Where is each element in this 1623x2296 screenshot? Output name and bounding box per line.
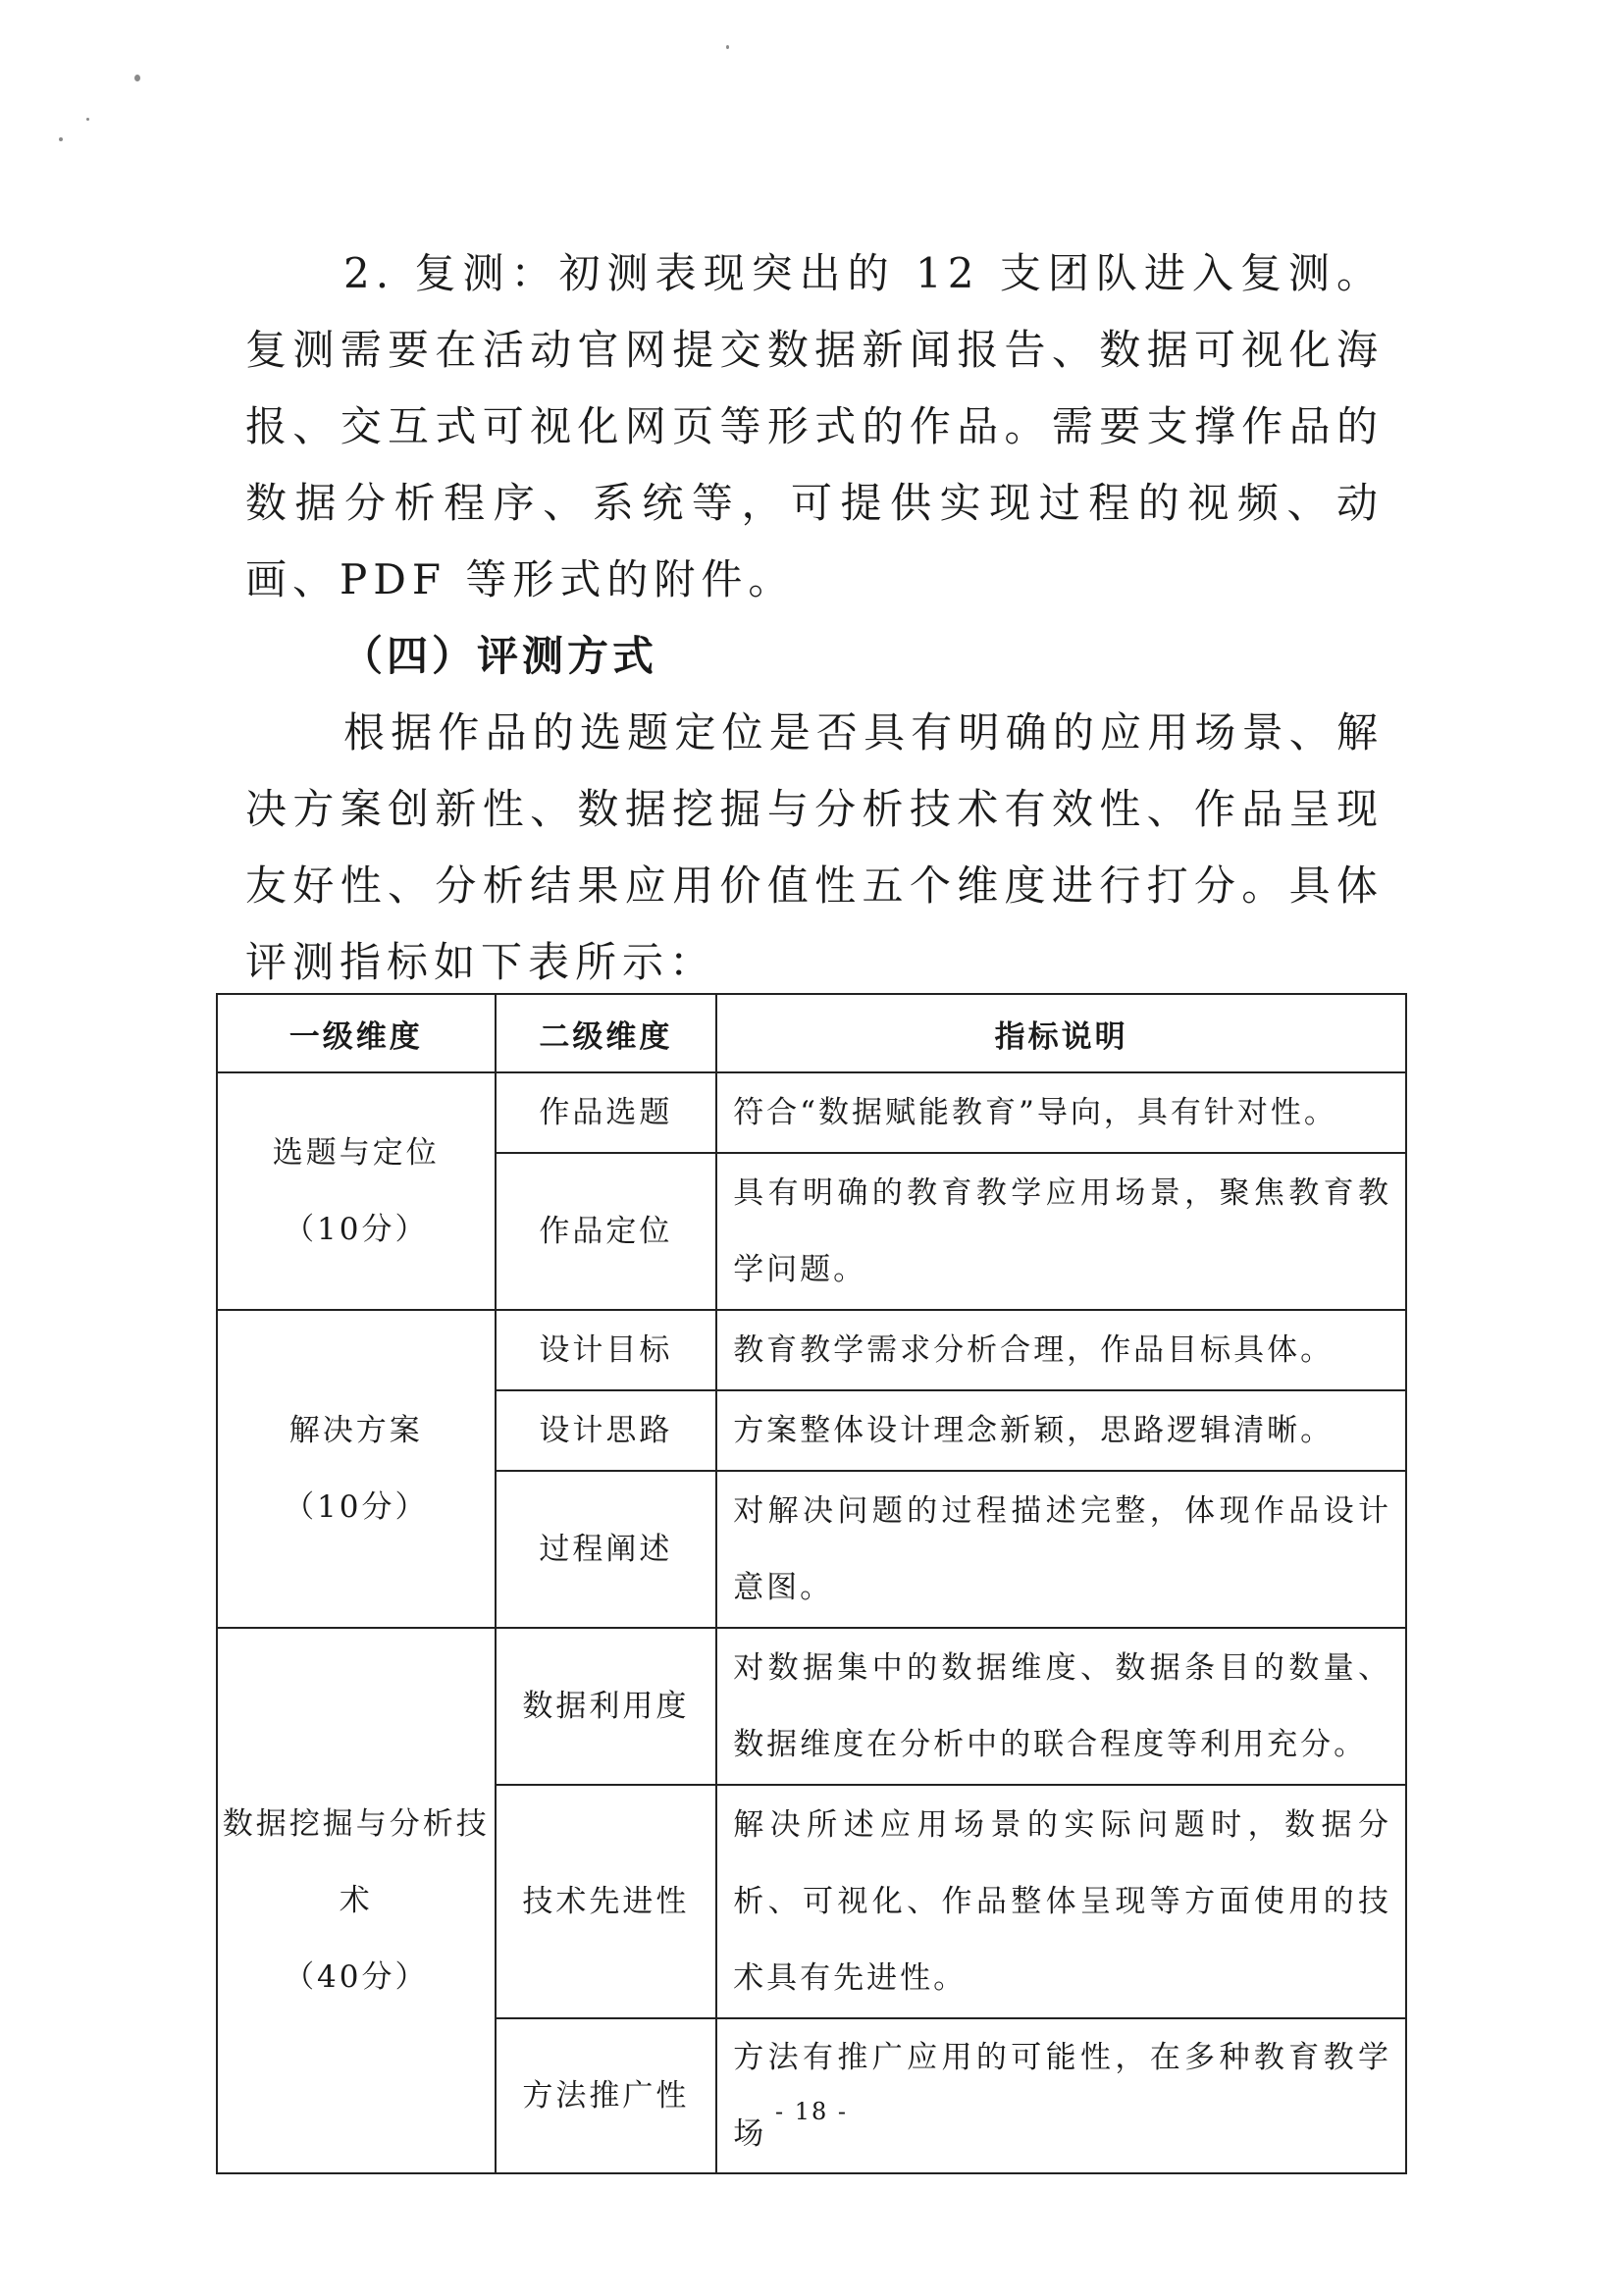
level-2-dimension-cell: 设计目标 (496, 1310, 717, 1390)
level-1-dimension-score: （10分） (284, 1489, 429, 1525)
table-row (217, 1072, 1406, 1153)
level-2-dimension-cell: 过程阐述 (496, 1471, 717, 1628)
indicator-description-cell: 教育教学需求分析合理，作品目标具体。 (716, 1310, 1406, 1390)
scan-speck (86, 118, 89, 121)
level-2-dimension-cell: 设计思路 (496, 1390, 717, 1471)
level-1-dimension-cell (217, 1310, 496, 1628)
scan-speck (134, 75, 140, 81)
section-heading-evaluation-method: （四）评测方式 (341, 632, 658, 680)
indicator-description-cell: 解决所述应用场景的实际问题时，数据分析、可视化、作品整体呈现等方面使用的技术具有先进性。 (716, 1785, 1406, 2018)
level-1-dimension-name: 解决方案 (288, 1413, 423, 1448)
indicator-description-cell: 对数据集中的数据维度、数据条目的数量、数据维度在分析中的联合程度等利用充分。 (716, 1628, 1406, 1785)
indicator-description-cell: 符合“数据赋能教育”导向，具有针对性。 (716, 1072, 1406, 1153)
paragraph-evaluation-intro: 根据作品的选题定位是否具有明确的应用场景、解决方案创新性、数据挖掘与分析技术有效性、作品呈现友好性、分析结果应用价值性五个维度进行打分。具体评测指标如下表所示： (245, 708, 1384, 986)
evaluation-criteria-table (216, 993, 1407, 2174)
indicator-description-cell: 对解决问题的过程描述完整，体现作品设计意图。 (716, 1471, 1406, 1628)
level-2-dimension-cell: 数据利用度 (496, 1628, 717, 1785)
level-1-dimension-score: （10分） (284, 1212, 429, 1247)
header-level-2-dimension: 二级维度 (496, 994, 717, 1072)
level-1-dimension-cell (217, 1628, 496, 2173)
level-1-dimension-name: 选题与定位 (272, 1135, 440, 1171)
paragraph-retest: 2. 复测：初测表现突出的 12 支团队进入复测。复测需要在活动官网提交数据新闻报告、数据可视化海报、交互式可视化网页等形式的作品。需要支撑作品的数据分析程序、系统等，可提供实现过程的视频、动画、PDF 等形式的附件。 (245, 249, 1384, 603)
indicator-description-cell: 方案整体设计理念新颖，思路逻辑清晰。 (716, 1390, 1406, 1471)
level-1-dimension-cell (217, 1072, 496, 1310)
indicator-description-cell: 方法有推广应用的可能性，在多种教育教学场 (716, 2018, 1406, 2173)
page-number: - 18 - (774, 2098, 848, 2125)
indicator-description-cell: 具有明确的教育教学应用场景，聚焦教育教学问题。 (716, 1153, 1406, 1310)
table-row (217, 1628, 1406, 1785)
level-2-dimension-cell: 方法推广性 (496, 2018, 717, 2173)
table-header-row (217, 994, 1406, 1072)
header-level-1-dimension: 一级维度 (217, 994, 496, 1072)
scan-speck (59, 137, 63, 141)
document-body (245, 235, 1384, 1001)
level-1-dimension-name: 数据挖掘与分析技术 (222, 1806, 490, 1918)
level-2-dimension-cell: 作品选题 (496, 1072, 717, 1153)
level-2-dimension-cell: 技术先进性 (496, 1785, 717, 2018)
table-row (217, 1310, 1406, 1390)
scan-speck (726, 45, 729, 49)
header-indicator-description: 指标说明 (716, 994, 1406, 1072)
level-1-dimension-score: （40分） (284, 1959, 429, 1995)
level-2-dimension-cell: 作品定位 (496, 1153, 717, 1310)
